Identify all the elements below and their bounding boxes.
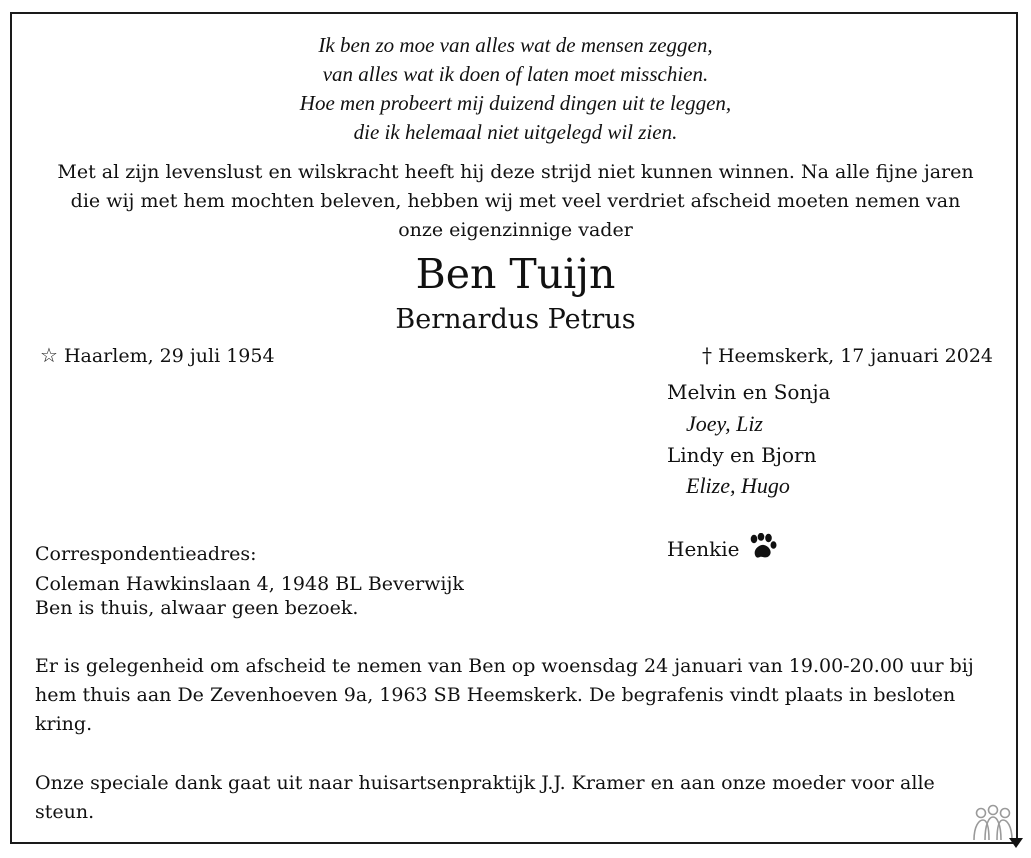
family-line-1-children: Joey, Liz [686, 411, 763, 436]
poem-line: die ik helemaal niet uitgelegd wil zien. [353, 120, 678, 144]
triangle-down-icon [1008, 836, 1024, 850]
intro-line: onze eigenzinnige vader [398, 219, 633, 241]
intro-text [0, 158, 1031, 245]
poem-line: van alles wat ik doen of laten moet misschien. [322, 62, 709, 86]
birth-text: Haarlem, 29 juli 1954 [63, 345, 275, 367]
death-info [702, 342, 993, 369]
correspondence-label: Correspondentieadres: [35, 543, 257, 565]
thanks-paragraph [35, 769, 1000, 827]
family-line-2-children: Elize, Hugo [686, 473, 790, 498]
poem-line: Hoe men probeert mij duizend dingen uit te leggen, [299, 91, 732, 115]
intro-line: Met al zijn levenslust en wilskracht heeft hij deze strijd niet kunnen winnen. Na alle fijne jaren [57, 161, 974, 183]
thanks-line: steun. [35, 801, 95, 823]
correspondence-note: Ben is thuis, alwaar geen bezoek. [35, 597, 359, 619]
family-line-1: Melvin en Sonja [667, 380, 831, 404]
intro-line: die wij met hem mochten beleven, hebben wij met veel verdriet afscheid moeten nemen van [70, 190, 961, 212]
farewell-paragraph [35, 652, 1000, 739]
farewell-line: kring. [35, 713, 93, 735]
birth-info [40, 342, 275, 369]
cross-icon: † [701, 343, 712, 367]
deceased-full-name: Bernardus Petrus [395, 304, 636, 335]
correspondence-address: Coleman Hawkinslaan 4, 1948 BL Beverwijk [35, 573, 464, 595]
farewell-line: hem thuis aan De Zevenhoeven 9a, 1963 SB Heemskerk. De begrafenis vindt plaats in besloten [35, 684, 956, 706]
star-icon: ☆ [40, 343, 58, 367]
farewell-line: Er is gelegenheid om afscheid te nemen van Ben op woensdag 24 januari van 19.00-20.00 uur bij [35, 655, 974, 677]
thanks-line: Onze speciale dank gaat uit naar huisartsenpraktijk J.J. Kramer en aan onze moeder voor alle [35, 772, 935, 794]
deceased-name: Ben Tuijn [415, 250, 616, 298]
family-pet: Henkie [667, 537, 740, 561]
poem [0, 31, 1031, 147]
family-line-2: Lindy en Bjorn [667, 443, 817, 467]
poem-line: Ik ben zo moe van alles wat de mensen zeggen, [318, 33, 713, 57]
paw-icon [748, 533, 778, 561]
death-text: Heemskerk, 17 januari 2024 [717, 345, 993, 367]
